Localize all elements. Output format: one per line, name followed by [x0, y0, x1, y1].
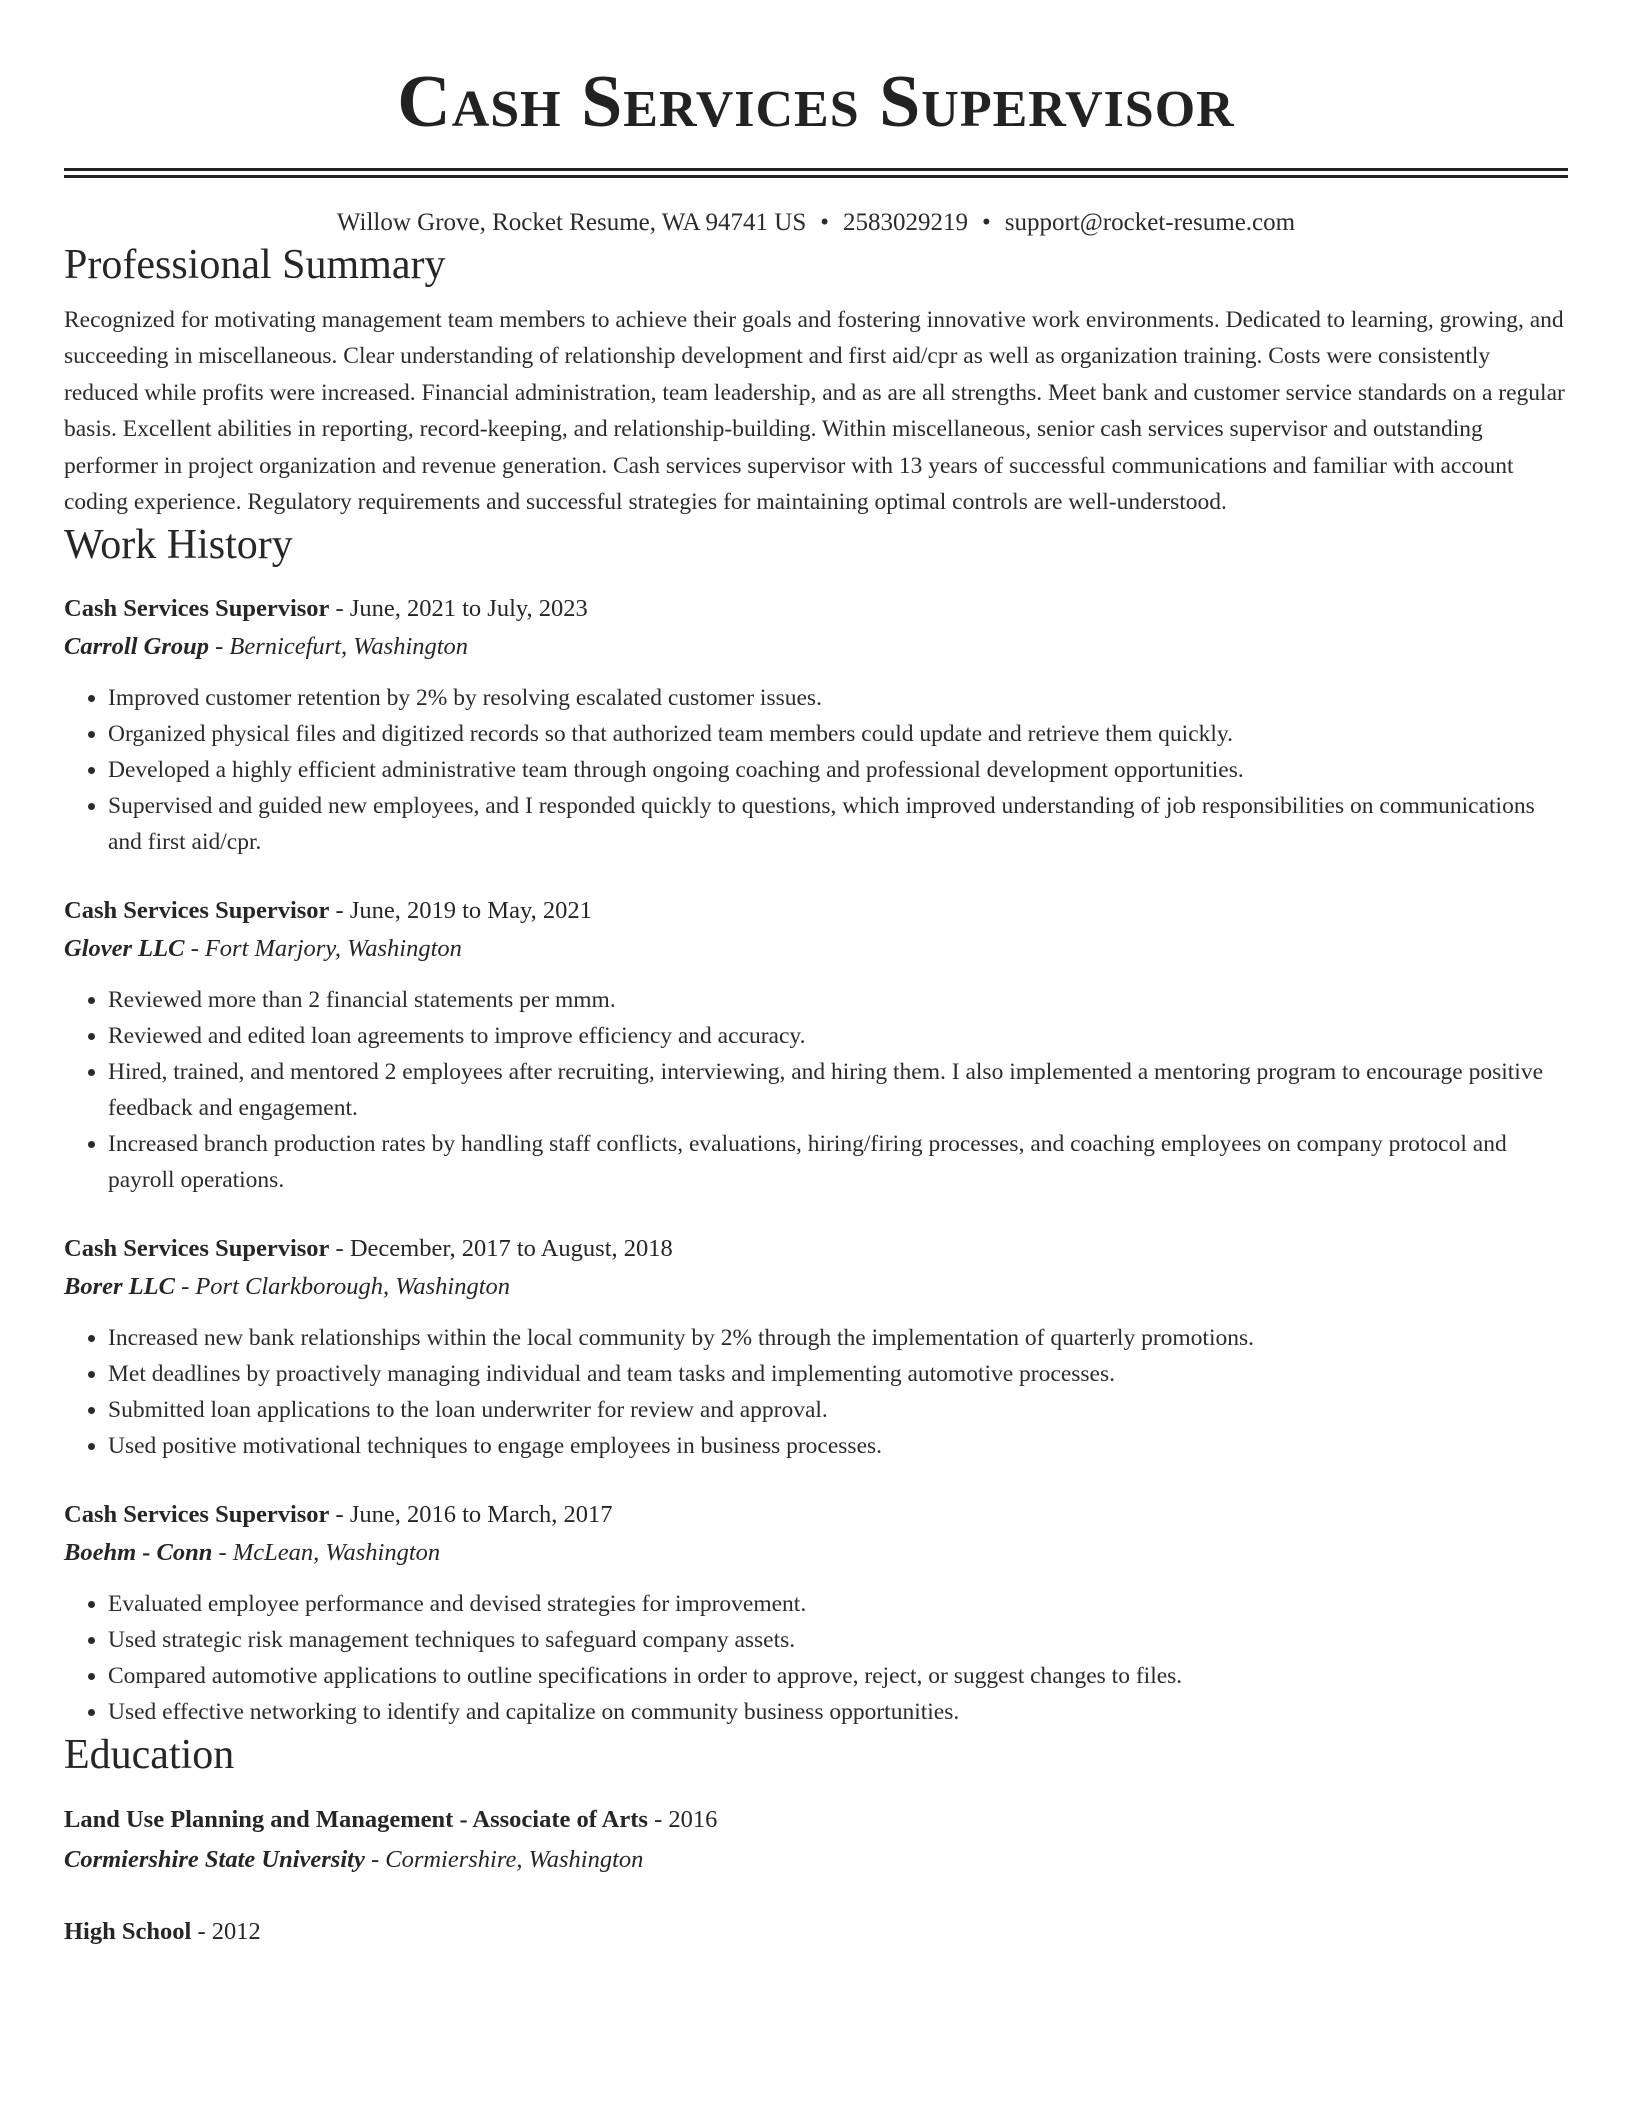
- job-bullet: • Developed a highly efficient administrative team through ongoing coaching and professional development opportunities.: [108, 752, 1568, 788]
- job-header: [64, 590, 1568, 628]
- job-entry: [64, 892, 1568, 1198]
- job-bullets: [64, 1320, 1568, 1464]
- job-employer: [64, 628, 1568, 666]
- job-bullet: • Hired, trained, and mentored 2 employees after recruiting, interviewing, and hiring them. I also implemented a mentoring program to encourage positive feedback and engagement.: [108, 1054, 1568, 1126]
- education-entry: [64, 1800, 1568, 1880]
- job-location: - Port Clarkborough, Washington: [174, 1273, 511, 1301]
- job-bullets: [64, 982, 1568, 1198]
- job-bullet: • Increased new bank relationships within the local community by 2% through the implementation of quarterly promotions.: [108, 1320, 1568, 1356]
- job-employer: [64, 930, 1568, 968]
- job-bullet: • Evaluated employee performance and devised strategies for improvement.: [108, 1586, 1568, 1622]
- job-bullet: • Submitted loan applications to the loan underwriter for review and approval.: [108, 1392, 1568, 1428]
- job-title: Cash Services Supervisor: [64, 897, 330, 925]
- education-year: - 2012: [191, 1918, 261, 1946]
- job-bullet: • Used effective networking to identify and capitalize on community business opportunities.: [108, 1694, 1568, 1730]
- job-location: - Fort Marjory, Washington: [184, 935, 462, 963]
- education-school: Cormiershire State University: [64, 1846, 365, 1874]
- job-bullet: • Reviewed and edited loan agreements to improve efficiency and accuracy.: [108, 1018, 1568, 1054]
- job-dates: - June, 2019 to May, 2021: [329, 897, 592, 925]
- job-entry: [64, 1496, 1568, 1730]
- job-dates: - June, 2016 to March, 2017: [329, 1501, 613, 1529]
- resume-name-heading: Cash Services Supervisor: [397, 61, 1235, 143]
- contact-phone: 2583029219: [843, 209, 969, 236]
- contact-separator: •: [820, 209, 830, 236]
- job-employer: [64, 1268, 1568, 1306]
- education-heading: Education: [64, 1732, 235, 1779]
- job-bullet: • Improved customer retention by 2% by resolving escalated customer issues.: [108, 680, 1568, 716]
- job-dates: - December, 2017 to August, 2018: [329, 1235, 673, 1263]
- summary-text: Recognized for motivating management team members to achieve their goals and fostering innovative work environments. Dedicated to learning, growing, and succeeding in miscellaneous. Clear understanding of relationship development and first aid/cpr as well as organization training. Costs were consistently reduced while profits were increased. Financial administration, team leadership, and as are all strengths. Meet bank and customer service standards on a regular basis. Excellent abilities in reporting, record-keeping, and relationship-building. Within miscellaneous, senior cash services supervisor and outstanding performer in project organization and revenue generation. Cash services supervisor with 13 years of successful communications and familiar with account coding experience. Regulatory requirements and successful strategies for maintaining optimal controls are well-understood.: [64, 307, 1565, 516]
- job-bullets: [64, 680, 1568, 860]
- job-entry: [64, 590, 1568, 860]
- job-bullet: • Reviewed more than 2 financial statements per mmm.: [108, 982, 1568, 1018]
- education-degree: High School: [64, 1918, 192, 1946]
- job-bullets: [64, 1586, 1568, 1730]
- education-year: - 2016: [647, 1806, 718, 1834]
- job-location: - McLean, Washington: [212, 1539, 441, 1567]
- job-bullet: • Organized physical files and digitized records so that authorized team members could update and retrieve them quickly.: [108, 716, 1568, 752]
- education-location: - Cormiershire, Washington: [364, 1846, 644, 1874]
- job-company: Glover LLC: [64, 935, 185, 963]
- education-header: [64, 1912, 1568, 1952]
- contact-separator: •: [982, 209, 991, 236]
- job-company: Carroll Group: [64, 633, 210, 661]
- work-history-heading: Work History: [64, 522, 293, 569]
- job-company: Borer LLC: [64, 1273, 175, 1301]
- job-bullet: • Increased branch production rates by handling staff conflicts, evaluations, hiring/firing processes, and coaching employees on company protocol and payroll operations.: [108, 1126, 1568, 1198]
- job-title: Cash Services Supervisor: [64, 1501, 330, 1529]
- job-bullet: • Met deadlines by proactively managing individual and team tasks and implementing automotive processes.: [108, 1356, 1568, 1392]
- job-header: [64, 1496, 1568, 1534]
- job-employer: [64, 1534, 1568, 1572]
- contact-line: [64, 206, 1568, 240]
- job-entry: [64, 1230, 1568, 1464]
- job-title: Cash Services Supervisor: [64, 1235, 330, 1263]
- summary-heading: Professional Summary: [64, 242, 446, 288]
- job-header: [64, 892, 1568, 930]
- job-location: - Bernicefurt, Washington: [209, 633, 469, 661]
- job-company: Boehm - Conn: [64, 1539, 213, 1567]
- job-bullet: • Used strategic risk management techniques to safeguard company assets.: [108, 1622, 1568, 1658]
- education-entry: [64, 1912, 1568, 1952]
- job-bullet: • Compared automotive applications to outline specifications in order to approve, reject, or suggest changes to files.: [108, 1658, 1568, 1694]
- contact-address: Willow Grove, Rocket Resume, WA 94741 US: [336, 209, 807, 236]
- job-dates: - June, 2021 to July, 2023: [329, 595, 588, 623]
- job-title: Cash Services Supervisor: [64, 595, 330, 623]
- education-institution: [64, 1840, 1568, 1880]
- education-header: [64, 1800, 1568, 1840]
- job-bullet: • Supervised and guided new employees, and I responded quickly to questions, which improved understanding of job responsibilities on communications and first aid/cpr.: [108, 788, 1568, 860]
- job-bullet: • Used positive motivational techniques to engage employees in business processes.: [108, 1428, 1568, 1464]
- job-header: [64, 1230, 1568, 1268]
- header-double-rule: [64, 168, 1568, 178]
- resume-page: [64, 0, 1568, 1952]
- education-degree: Land Use Planning and Management - Associate of Arts: [64, 1806, 648, 1834]
- contact-email: support@rocket-resume.com: [1004, 209, 1296, 236]
